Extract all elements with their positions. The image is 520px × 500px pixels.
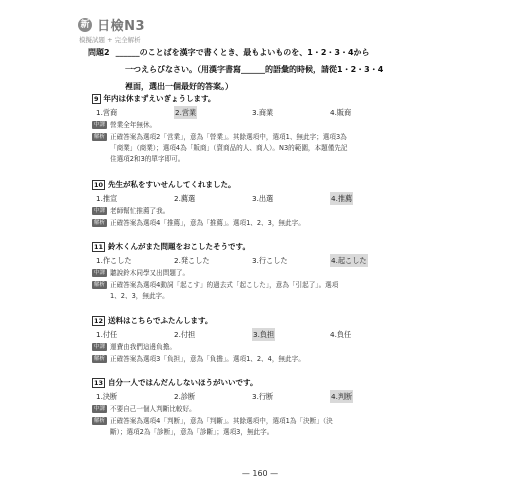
- question-text: 年内は休まずえいぎょうします。: [103, 94, 216, 103]
- book-title: 日檢N3: [97, 19, 146, 34]
- analysis-tag: 解析: [94, 134, 106, 140]
- question-number: 11: [94, 243, 104, 251]
- translation-text: 聽說鈴木同學又出問題了。: [110, 269, 190, 277]
- question-sentence: [92, 178, 422, 192]
- analysis-line: 正確答案為選項3「負担」，意為「負擔」。選項1、2、4，無此字。: [110, 355, 305, 363]
- option-2: 2.付担: [174, 330, 196, 339]
- option-4-correct: 4.起こした: [331, 256, 367, 265]
- option-2: 2.発こした: [174, 256, 210, 265]
- instruction-line-2: 一つえらびなさい。（用漢字書寫______的語彙的時候，請從1・2・3・4: [125, 65, 384, 74]
- option-4-correct: 4.推薦: [331, 194, 353, 203]
- question-sentence: [92, 314, 422, 328]
- book-header: [78, 14, 145, 44]
- option-2: 2.診断: [174, 392, 196, 401]
- question-sentence: [92, 376, 422, 390]
- analysis-tag: 解析: [94, 220, 106, 226]
- question-text: 送料はこちらでふたんします。: [108, 316, 213, 325]
- question-block: [92, 178, 422, 229]
- option-3: 3.行こした: [252, 256, 288, 265]
- question-number: 9: [94, 95, 99, 103]
- analysis-line: 「商業」（商業）；選項4為「販商」（賣商品的人、商人）。N3的範圍，本題僅先記: [110, 144, 348, 152]
- option-1: 1.決断: [96, 392, 118, 401]
- options-row: [92, 328, 422, 341]
- analysis-row: [92, 218, 422, 229]
- option-4: 4.負任: [330, 330, 352, 339]
- analysis-tag: 解析: [94, 282, 106, 288]
- question-text: 鈴木くんがまた問題をおこしたそうです。: [108, 242, 250, 251]
- analysis-line: 正確答案為選項4「推薦」，意為「推薦」。選項1、2、3，無此字。: [110, 219, 305, 227]
- option-2: 2.薦選: [174, 194, 196, 203]
- analysis-line: 正確答案為選項4「判断」，意為「判斷」。其餘選項中，選項1為「決断」（決: [110, 417, 333, 425]
- section-heading: 問題2: [88, 48, 110, 57]
- question-number: 10: [94, 181, 104, 189]
- translation-tag: 中譯: [94, 122, 106, 128]
- page-number: — 160 —: [241, 469, 279, 478]
- question-number: 13: [94, 379, 104, 387]
- option-4-correct: 4.判断: [331, 392, 353, 401]
- option-1: 1.付任: [96, 330, 118, 339]
- question-text: 自分一人ではんだんしないほうがいいです。: [108, 378, 258, 387]
- analysis-tag: 解析: [94, 418, 106, 424]
- analysis-line: 正確答案為選項2「営業」，意為「營業」。其餘選項中，選項1、無此字；選項3為: [110, 133, 347, 141]
- translation-tag: 中譯: [94, 270, 106, 276]
- translation-row: [92, 404, 422, 415]
- option-3: 3.行断: [252, 392, 274, 401]
- analysis-tag: 解析: [94, 356, 106, 362]
- question-block: [92, 92, 422, 165]
- translation-text: 老師幫忙推薦了我。: [110, 207, 170, 215]
- instruction-line-1: ______のことばを漢字で書くとき、最もよいものを、1・2・3・4から: [115, 48, 370, 57]
- question-block: [92, 314, 422, 365]
- analysis-row: [92, 354, 422, 365]
- analysis-row: [92, 132, 422, 165]
- question-block: [92, 240, 422, 302]
- question-sentence: [92, 240, 422, 254]
- translation-tag: 中譯: [94, 406, 106, 412]
- book-subtitle: 模擬試題 + 完全解析: [79, 36, 141, 44]
- option-1: 1.営商: [96, 108, 118, 117]
- question-text: 先生が私をすいせんしてくれました。: [108, 180, 236, 189]
- option-4: 4.販商: [330, 108, 352, 117]
- logo-badge-icon: 新: [78, 18, 92, 32]
- translation-text: 運費由我們這邊負擔。: [110, 343, 176, 351]
- analysis-row: [92, 280, 422, 302]
- option-1: 1.推宣: [96, 194, 118, 203]
- translation-tag: 中譯: [94, 208, 106, 214]
- translation-text: 不要自己一個人判斷比較好。: [110, 405, 196, 413]
- analysis-row: [92, 416, 422, 438]
- translation-row: [92, 342, 422, 353]
- translation-text: 營業全年無休。: [110, 121, 157, 129]
- instruction-line-3: 裡面，選出一個最好的答案。）: [125, 82, 233, 91]
- analysis-line: 1、2、3，無此字。: [110, 292, 169, 300]
- options-row: [92, 254, 422, 267]
- option-3-correct: 3.負担: [253, 330, 275, 339]
- instruction-block: [88, 44, 418, 95]
- options-row: [92, 106, 422, 119]
- options-row: [92, 390, 422, 403]
- option-2-correct: 2.営業: [175, 108, 197, 117]
- analysis-line: 住選項2和3的單字即可。: [110, 155, 185, 163]
- question-block: [92, 376, 422, 438]
- option-3: 3.出選: [252, 194, 274, 203]
- question-number: 12: [94, 317, 104, 325]
- analysis-line: 斷）；選項2為「診断」，意為「診斷」；選項3，無此字。: [110, 428, 274, 436]
- translation-row: [92, 120, 422, 131]
- option-1: 1.作こした: [96, 256, 132, 265]
- option-3: 3.商業: [252, 108, 274, 117]
- translation-row: [92, 206, 422, 217]
- question-sentence: [92, 92, 422, 106]
- translation-tag: 中譯: [94, 344, 106, 350]
- translation-row: [92, 268, 422, 279]
- options-row: [92, 192, 422, 205]
- analysis-line: 正確答案為選項4動詞「起こす」的過去式「起こした」，意為「引起了」。選項: [110, 281, 339, 289]
